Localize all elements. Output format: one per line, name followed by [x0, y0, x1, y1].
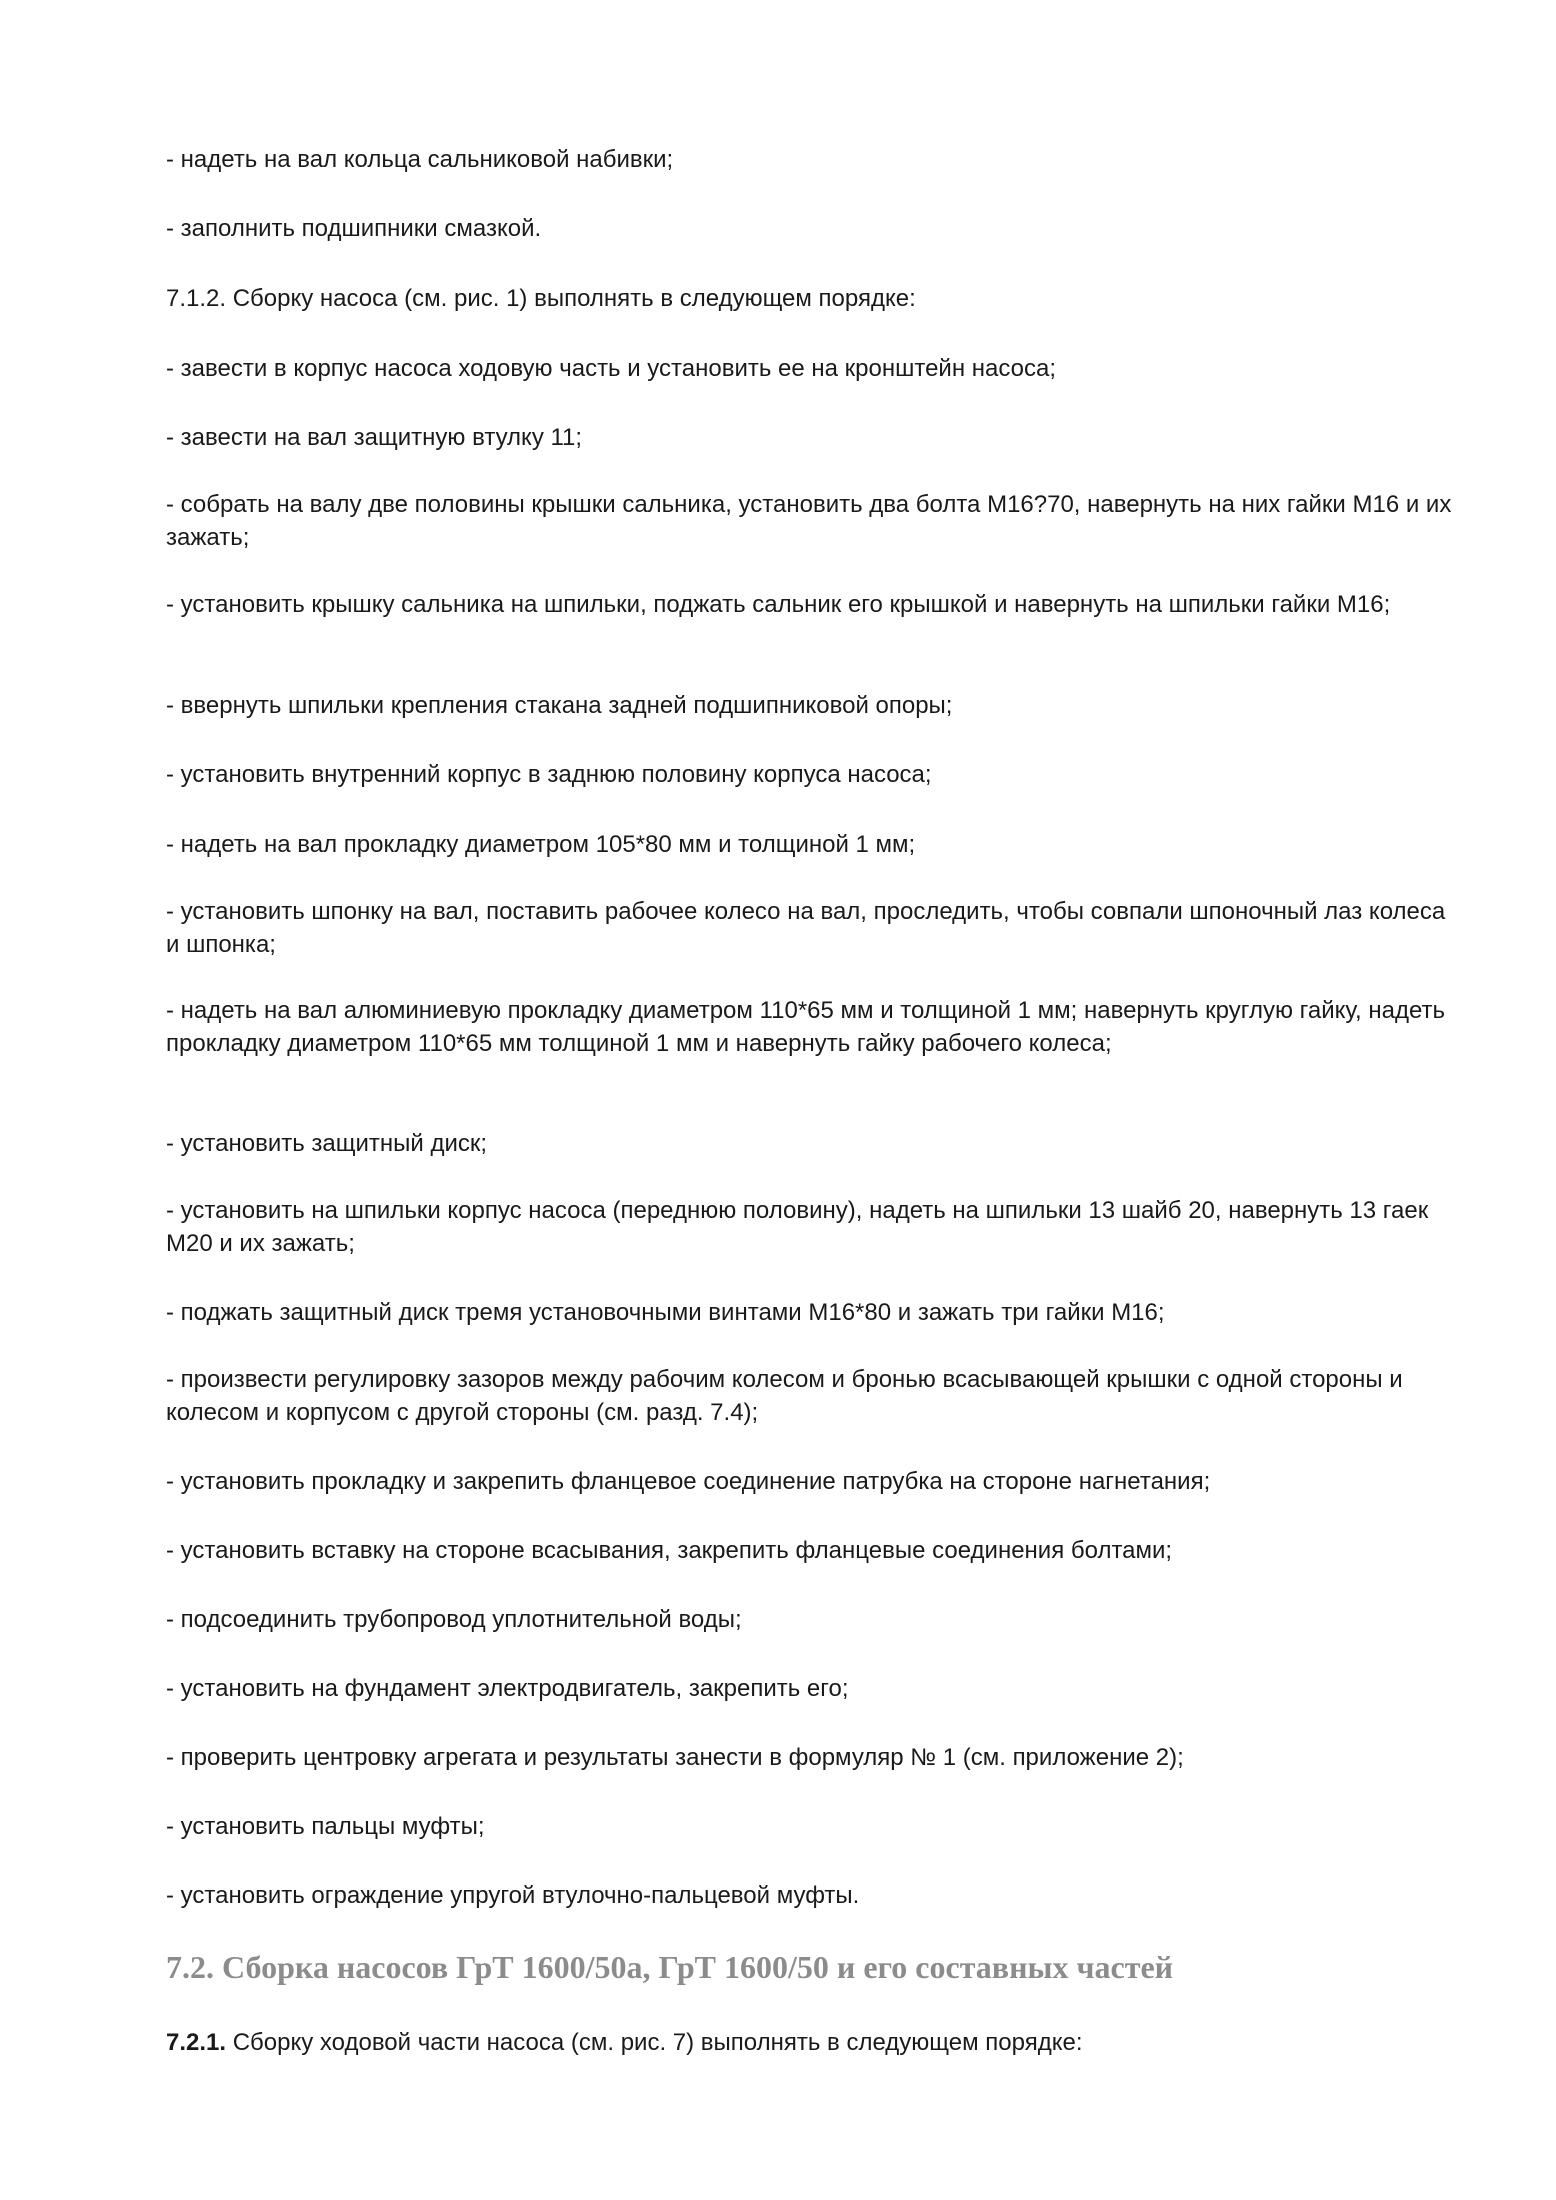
section-heading: 7.2. Сборка насосов ГрТ 1600/50а, ГрТ 1600/50 и его составных частей	[166, 1949, 1174, 1985]
paragraph: - подсоединить трубопровод уплотнительной воды;	[166, 1606, 742, 1633]
paragraph: - установить прокладку и закрепить фланцевое соединение патрубка на стороне нагнетания;	[166, 1468, 1211, 1495]
paragraph: - установить крышку сальника на шпильки, поджать сальник его крышкой и навернуть на шпильки гайки М16;	[166, 591, 1391, 618]
paragraph: - установить внутренний корпус в заднюю половину корпуса насоса;	[166, 761, 932, 788]
paragraph-7-2-1	[166, 2026, 1456, 2059]
paragraph: - установить вставку на стороне всасывания, закрепить фланцевые соединения болтами;	[166, 1537, 1173, 1564]
paragraph: - собрать на валу две половины крышки сальника, установить два болта М16?70, навернуть на них гайки М16 и их зажать;	[166, 491, 1452, 551]
paragraph: 7.1.2. Сборку насоса (см. рис. 1) выполнять в следующем порядке:	[166, 285, 916, 312]
paragraph: - установить ограждение упругой втулочно-пальцевой муфты.	[166, 1882, 860, 1909]
paragraph: - установить пальцы муфты;	[166, 1813, 485, 1840]
paragraph: - ввернуть шпильки крепления стакана задней подшипниковой опоры;	[166, 692, 953, 719]
paragraph: - поджать защитный диск тремя установочными винтами М16*80 и зажать три гайки М16;	[166, 1299, 1165, 1326]
paragraph: - надеть на вал прокладку диаметром 105*80 мм и толщиной 1 мм;	[166, 831, 916, 858]
paragraph-text: Сборку ходовой части насоса (см. рис. 7) выполнять в следующем порядке:	[226, 2029, 1083, 2056]
paragraph: - надеть на вал алюминиевую прокладку диаметром 110*65 мм и толщиной 1 мм; навернуть круглую гайку, надеть прокладку диаметром 110*65 мм толщиной 1 мм и навернуть гайку рабочего колеса;	[166, 997, 1445, 1057]
paragraph-number: 7.2.1.	[166, 2029, 227, 2056]
paragraph: - завести в корпус насоса ходовую часть и установить ее на кронштейн насоса;	[166, 355, 1056, 382]
paragraph: - установить шпонку на вал, поставить рабочее колесо на вал, проследить, чтобы совпали шпоночный лаз колеса и шпонка;	[166, 898, 1446, 958]
paragraph: - проверить центровку агрегата и результаты занести в формуляр № 1 (см. приложение 2);	[166, 1744, 1184, 1771]
paragraph: - заполнить подшипники смазкой.	[166, 215, 542, 242]
paragraph: - установить на шпильки корпус насоса (переднюю половину), надеть на шпильки 13 шайб 20, навернуть 13 гаек М20 и их зажать;	[166, 1197, 1429, 1257]
paragraph: - установить на фундамент электродвигатель, закрепить его;	[166, 1675, 849, 1702]
paragraph: - завести на вал защитную втулку 11;	[166, 424, 583, 451]
paragraph: - надеть на вал кольца сальниковой набивки;	[166, 146, 674, 173]
paragraph: - установить защитный диск;	[166, 1130, 488, 1157]
paragraph: - произвести регулировку зазоров между рабочим колесом и бронью всасывающей крышки с одной стороны и колесом и корпусом с другой стороны (см. разд. 7.4);	[166, 1366, 1403, 1426]
